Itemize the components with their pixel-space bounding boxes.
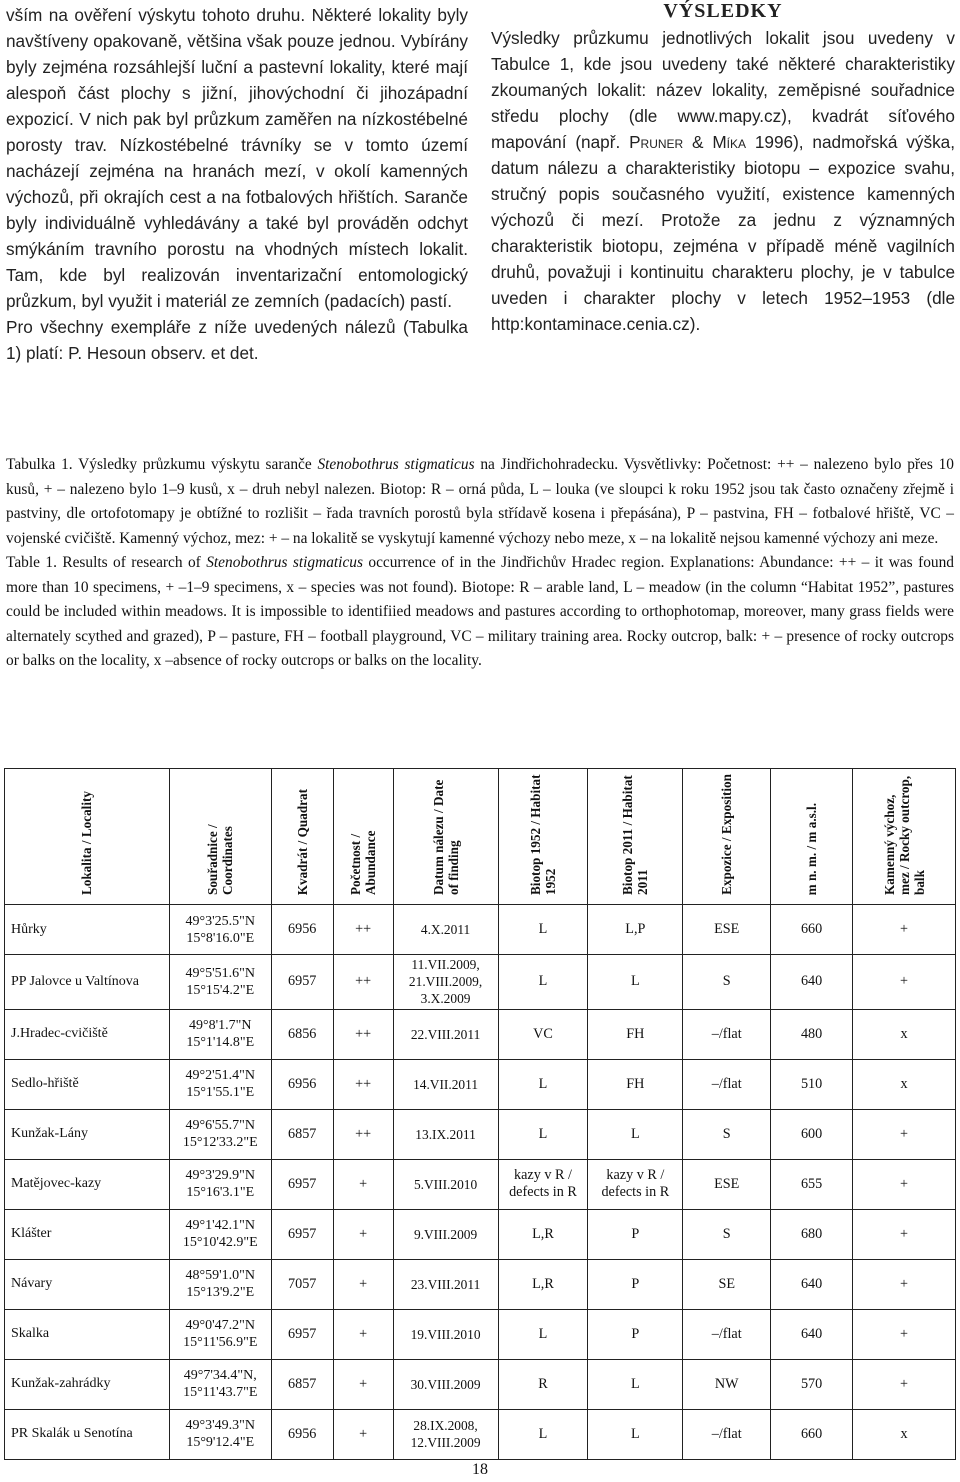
caption-en-text-a: Table 1. Results of research of <box>6 554 207 571</box>
column-header <box>333 769 393 905</box>
locality-cell: J.Hradec-cvičiště <box>5 1009 170 1059</box>
habitat-1952-cell: R <box>498 1359 588 1409</box>
latitude: 49°0'47.2"N <box>185 1318 255 1334</box>
column-header-label: Biotop 1952 / Habitat 1952 <box>527 774 558 895</box>
table-row <box>5 1259 956 1309</box>
column-header <box>853 769 956 905</box>
latitude: 49°8'1.7"N <box>189 1018 252 1034</box>
quadrat-cell: 6957 <box>271 1309 333 1359</box>
longitude: 15°13'9.2"E <box>186 1285 255 1301</box>
table-row <box>5 905 956 955</box>
table-row <box>5 1309 956 1359</box>
column-header <box>588 769 683 905</box>
author-ampersand: & <box>683 132 713 152</box>
habitat-1952-cell: VC <box>498 1009 588 1059</box>
table-header-row <box>5 769 956 905</box>
column-header-label: Expozice / Exposition <box>719 774 735 895</box>
altitude-cell: 640 <box>771 955 853 1010</box>
locality-cell: Skalka <box>5 1309 170 1359</box>
longitude: 15°12'33.2"E <box>182 1135 258 1151</box>
altitude-cell: 570 <box>771 1359 853 1409</box>
quadrat-cell: 6856 <box>271 1009 333 1059</box>
abundance-cell: + <box>333 1159 393 1209</box>
exposition-cell: –/flat <box>683 1009 771 1059</box>
column-header-label: m n. m. / m a.s.l. <box>804 802 820 895</box>
quadrat-cell: 6857 <box>271 1109 333 1159</box>
rocky-outcrop-cell: + <box>853 1309 956 1359</box>
locality-cell: Kunžak-zahrádky <box>5 1359 170 1409</box>
rocky-outcrop-cell: + <box>853 1159 956 1209</box>
altitude-cell: 510 <box>771 1059 853 1109</box>
column-header-label: Kvadrát / Quadrat <box>294 788 310 895</box>
date-cell: 4.X.2011 <box>393 905 498 955</box>
column-header <box>683 769 771 905</box>
caption-cz-text-a: Tabulka 1. Výsledky průzkumu výskytu saranče <box>6 456 318 473</box>
altitude-cell: 660 <box>771 905 853 955</box>
column-header <box>169 769 271 905</box>
altitude-cell: 680 <box>771 1209 853 1259</box>
habitat-2011-cell: FH <box>588 1009 683 1059</box>
date-cell: 14.VII.2011 <box>393 1059 498 1109</box>
latitude: 48°59'1.0"N <box>185 1268 255 1284</box>
table-row <box>5 1159 956 1209</box>
table-row <box>5 1409 956 1459</box>
rocky-outcrop-cell: + <box>853 1209 956 1259</box>
habitat-1952-cell: L <box>498 1109 588 1159</box>
results-text-part2: 1996), nadmořská výška, datum nálezu a charakteristiky biotopu – expozice svahu, stručný popis současného využití, existence kamenných výchozů či mezí. Protože za jednu z významných charakteristik biotopu, zejména v případě méně vagilních druhů, považuji i kontinuitu charakteru plochy, je v tabulce uveden i charakter plochy v letech 1952–1953 (dle http:kontaminace.cenia.cz). <box>491 132 955 334</box>
column-header <box>771 769 853 905</box>
habitat-1952-cell: L <box>498 1409 588 1459</box>
habitat-2011-cell: P <box>588 1209 683 1259</box>
column-header <box>271 769 333 905</box>
habitat-1952-cell: L <box>498 1059 588 1109</box>
quadrat-cell: 6957 <box>271 955 333 1010</box>
abundance-cell: ++ <box>333 1009 393 1059</box>
habitat-1952-cell: L <box>498 905 588 955</box>
locality-cell: Klášter <box>5 1209 170 1259</box>
results-table <box>4 768 956 1460</box>
abundance-cell: + <box>333 1209 393 1259</box>
habitat-1952-cell: L,R <box>498 1259 588 1309</box>
habitat-1952-cell: kazy v R / defects in R <box>498 1159 588 1209</box>
longitude: 15°16'3.1"E <box>186 1185 255 1201</box>
longitude: 15°1'55.1"E <box>186 1085 255 1101</box>
habitat-2011-cell: L,P <box>588 905 683 955</box>
coordinates-cell <box>169 1259 271 1309</box>
altitude-cell: 640 <box>771 1309 853 1359</box>
column-header-label: Početnost / Abundance <box>348 830 379 895</box>
rocky-outcrop-cell: + <box>853 955 956 1010</box>
results-text-part1: Výsledky průzkumu jednotlivých lokalit jsou uvedeny v Tabulce 1, kde jsou uvedeny také některé charakteristiky zkoumaných lokalit: název lokality, zeměpisné souřadnice středu plochy (dle www.mapy.cz), kvadrát síťového mapování (např. <box>491 28 955 152</box>
exposition-cell: S <box>683 1209 771 1259</box>
latitude: 49°3'29.9"N <box>185 1168 255 1184</box>
quadrat-cell: 7057 <box>271 1259 333 1309</box>
caption-en-species: Stenobothrus stigmaticus <box>206 554 363 571</box>
locality-cell: Kunžak-Lány <box>5 1109 170 1159</box>
left-column <box>6 2 468 366</box>
altitude-cell: 655 <box>771 1159 853 1209</box>
date-cell: 9.VIII.2009 <box>393 1209 498 1259</box>
coordinates-cell <box>169 1159 271 1209</box>
quadrat-cell: 6956 <box>271 905 333 955</box>
exposition-cell: NW <box>683 1359 771 1409</box>
exposition-cell: SE <box>683 1259 771 1309</box>
habitat-2011-cell: FH <box>588 1059 683 1109</box>
exposition-cell: ESE <box>683 905 771 955</box>
column-header-label: Lokalita / Locality <box>79 790 95 895</box>
quadrat-cell: 6957 <box>271 1159 333 1209</box>
rocky-outcrop-cell: x <box>853 1409 956 1459</box>
coordinates-cell <box>169 1009 271 1059</box>
longitude: 15°8'16.0"E <box>186 930 255 946</box>
coordinates-cell <box>169 1209 271 1259</box>
column-header-label: Datum nálezu / Date of finding <box>430 779 461 895</box>
table-row <box>5 1109 956 1159</box>
material-note: Pro všechny exempláře z níže uvedených nálezů (Tabulka 1) platí: P. Hesoun observ. et det. <box>6 317 468 363</box>
abundance-cell: ++ <box>333 905 393 955</box>
coordinates-cell <box>169 1359 271 1409</box>
page-number: 18 <box>472 1461 488 1478</box>
rocky-outcrop-cell: x <box>853 1059 956 1109</box>
coordinates-cell <box>169 955 271 1010</box>
table-row <box>5 1059 956 1109</box>
coordinates-cell <box>169 1059 271 1109</box>
abundance-cell: ++ <box>333 955 393 1010</box>
habitat-2011-cell: L <box>588 1109 683 1159</box>
column-header <box>5 769 170 905</box>
latitude: 49°6'55.7"N <box>185 1118 255 1134</box>
longitude: 15°9'12.4"E <box>186 1435 255 1451</box>
quadrat-cell: 6957 <box>271 1209 333 1259</box>
altitude-cell: 640 <box>771 1259 853 1309</box>
abundance-cell: + <box>333 1409 393 1459</box>
results-paragraph <box>491 25 955 337</box>
exposition-cell: –/flat <box>683 1309 771 1359</box>
author-mika: Míka <box>712 132 747 152</box>
habitat-1952-cell: L <box>498 955 588 1010</box>
coordinates-cell <box>169 1109 271 1159</box>
latitude: 49°3'25.5"N <box>185 913 255 929</box>
habitat-2011-cell: P <box>588 1309 683 1359</box>
date-cell: 19.VIII.2010 <box>393 1309 498 1359</box>
locality-cell: Sedlo-hřiště <box>5 1059 170 1109</box>
date-cell: 30.VIII.2009 <box>393 1359 498 1409</box>
habitat-2011-cell: L <box>588 955 683 1010</box>
date-cell: 5.VIII.2010 <box>393 1159 498 1209</box>
table-row <box>5 1009 956 1059</box>
abundance-cell: + <box>333 1359 393 1409</box>
latitude: 49°3'49.3"N <box>185 1418 255 1434</box>
exposition-cell: ESE <box>683 1159 771 1209</box>
caption-czech <box>6 453 954 551</box>
locality-cell: Hůrky <box>5 905 170 955</box>
methods-paragraph: vším na ověření výskytu tohoto druhu. Některé lokality byly navštíveny opakovaně, většina však pouze jednou. Vybírány byly zejména rozsáhlejší luční a pastevní lokality, které mají alespoň část plochy s jižní, jihovýchodní či jihozápadní expozicí. V nich pak byl průzkum zaměřen na nízkostébelné porosty trav. Nízkostébelné trávníky se v tomto území nacházejí zejména na hranách mezí, v okolí kamenných výchozů, při okrajích cest a na fotbalových hřištích. Saranče byly individuálně vyhledávány a také byl prováděn odchyt smýkáním travního porostu na vhodných místech lokalit. Tam, kde byl realizován inventarizační entomologický průzkum, byl využit i materiál ze zemních (padacích) pastí. <box>6 5 468 311</box>
caption-cz-species: Stenobothrus stigmaticus <box>317 456 475 473</box>
table-row <box>5 1359 956 1409</box>
rocky-outcrop-cell: + <box>853 1109 956 1159</box>
table-caption <box>6 453 954 674</box>
abundance-cell: ++ <box>333 1109 393 1159</box>
rocky-outcrop-cell: + <box>853 905 956 955</box>
caption-cz-text-b: na Jindřichohradecku. Vysvětlivky: Početnost: ++ – nalezeno bylo přes 10 kusů, + – nalezeno bylo 1–9 kusů, x – druh nebyl nalezen. Biotop: R – orná půda, L – louka (ve sloupci k roku 1952 jsou tak často označeny zřejmě i pastviny, dle ortofotomapy je obtížné to rozlišit – řada travních porostů byla střídavě kosena i přepásána), P – pastvina, FH – fotbalové hřiště, VC – vojenské cvičiště. Kamenný výchoz, mez: + – na lokalitě se vyskytují kamenné výchozy nebo meze, x – na lokalitě nejsou kamenné výchozy ani meze. <box>6 456 954 547</box>
coordinates-cell <box>169 1409 271 1459</box>
results-heading: VÝSLEDKY <box>663 0 783 22</box>
exposition-cell: –/flat <box>683 1059 771 1109</box>
exposition-cell: –/flat <box>683 1409 771 1459</box>
altitude-cell: 600 <box>771 1109 853 1159</box>
longitude: 15°10'42.9"E <box>182 1235 258 1251</box>
habitat-2011-cell: P <box>588 1259 683 1309</box>
habitat-2011-cell: kazy v R / defects in R <box>588 1159 683 1209</box>
date-cell: 28.IX.2008, 12.VIII.2009 <box>393 1409 498 1459</box>
coordinates-cell <box>169 1309 271 1359</box>
quadrat-cell: 6956 <box>271 1409 333 1459</box>
column-header-label: Kamenný výchoz, mez / Rocky outcrop, balk <box>881 775 927 895</box>
author-pruner: Pruner <box>629 132 684 152</box>
column-header <box>498 769 588 905</box>
abundance-cell: + <box>333 1259 393 1309</box>
latitude: 49°7'34.4"N, <box>183 1368 257 1384</box>
latitude: 49°2'51.4"N <box>185 1068 255 1084</box>
right-column <box>491 2 955 337</box>
habitat-2011-cell: L <box>588 1359 683 1409</box>
habitat-1952-cell: L <box>498 1309 588 1359</box>
exposition-cell: S <box>683 1109 771 1159</box>
table-row <box>5 955 956 1010</box>
rocky-outcrop-cell: + <box>853 1359 956 1409</box>
rocky-outcrop-cell: x <box>853 1009 956 1059</box>
locality-cell: PR Skalák u Senotína <box>5 1409 170 1459</box>
locality-cell: Matějovec-kazy <box>5 1159 170 1209</box>
table-row <box>5 1209 956 1259</box>
latitude: 49°5'51.6"N <box>185 965 255 981</box>
longitude: 15°11'43.7"E <box>183 1385 258 1401</box>
latitude: 49°1'42.1"N <box>185 1218 255 1234</box>
date-cell: 13.IX.2011 <box>393 1109 498 1159</box>
caption-english <box>6 551 954 674</box>
date-cell: 11.VII.2009, 21.VIII.2009, 3.X.2009 <box>393 955 498 1010</box>
column-header-label: Biotop 2011 / Habitat 2011 <box>620 775 651 895</box>
date-cell: 23.VIII.2011 <box>393 1259 498 1309</box>
table-body <box>5 905 956 1460</box>
altitude-cell: 660 <box>771 1409 853 1459</box>
longitude: 15°15'4.2"E <box>186 982 255 998</box>
column-header-label: Souřadnice / Coordinates <box>205 824 236 895</box>
altitude-cell: 480 <box>771 1009 853 1059</box>
longitude: 15°1'14.8"E <box>186 1035 255 1051</box>
quadrat-cell: 6857 <box>271 1359 333 1409</box>
exposition-cell: S <box>683 955 771 1010</box>
rocky-outcrop-cell: + <box>853 1259 956 1309</box>
habitat-2011-cell: L <box>588 1409 683 1459</box>
caption-en-text-b: occurrence of in the Jindřichův Hradec region. Explanations: Abundance: ++ – it was found more than 10 specimens, + –1–9 specimens, x – species was not found). Biotope: R – arable land, L – meadow (in the column “Habitat 1952”, pastures could be included within meadows. It is impossible to identifiied meadows and pastures according to orthophotomap, moreover, many grass fields were alternately scythed and grazed), P – pasture, FH – football playground, VC – military training area. Rocky outcrop, balk: + – presence of rocky outcrops or balks on the locality, x –absence of rocky outcrops or balks on the locality. <box>6 554 954 669</box>
longitude: 15°11'56.9"E <box>183 1335 258 1351</box>
coordinates-cell <box>169 905 271 955</box>
locality-cell: PP Jalovce u Valtínova <box>5 955 170 1010</box>
date-cell: 22.VIII.2011 <box>393 1009 498 1059</box>
abundance-cell: + <box>333 1309 393 1359</box>
abundance-cell: ++ <box>333 1059 393 1109</box>
quadrat-cell: 6956 <box>271 1059 333 1109</box>
locality-cell: Návary <box>5 1259 170 1309</box>
column-header <box>393 769 498 905</box>
habitat-1952-cell: L,R <box>498 1209 588 1259</box>
